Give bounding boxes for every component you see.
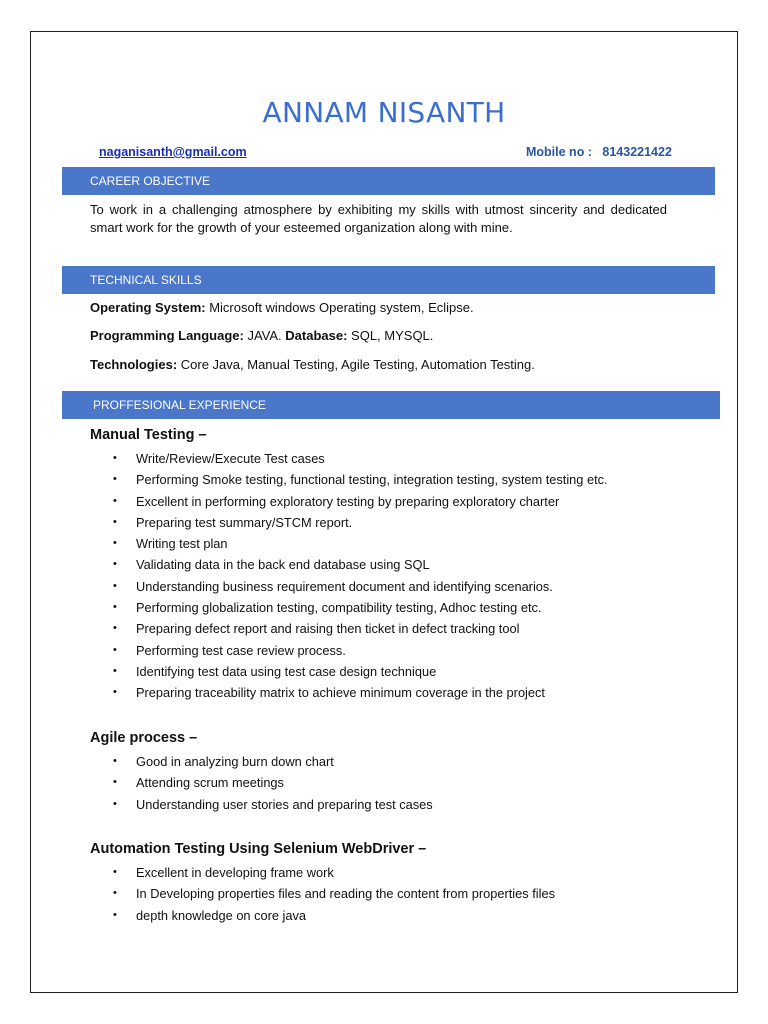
list-item: [113, 448, 608, 469]
list-item: [113, 661, 608, 682]
list-item-text: Identifying test data using test case design technique: [136, 663, 437, 679]
list-item: [113, 533, 608, 554]
bullet-icon: •: [113, 494, 117, 507]
list-item-text: Excellent in developing frame work: [136, 865, 334, 880]
list-item-text: Good in analyzing burn down chart: [136, 754, 334, 769]
automation-testing-list: [113, 862, 555, 926]
bullet-icon: •: [113, 908, 117, 921]
bullet-icon: •: [113, 452, 117, 464]
list-item: [113, 682, 608, 703]
mobile-info: [526, 145, 672, 159]
bullet-icon: •: [113, 537, 117, 550]
career-objective-text: To work in a challenging atmosphere by exhibiting my skills with utmost sincerity and dedicated smart work for the growth of your esteemed organization along with mine.: [90, 202, 667, 235]
skill-technologies: [90, 357, 535, 372]
skill-label: Technologies:: [90, 357, 178, 372]
list-item-text: Writing test plan: [136, 536, 228, 552]
list-item: [113, 772, 433, 793]
bullet-icon: •: [113, 643, 117, 656]
agile-process-list: [113, 751, 433, 815]
list-item-text: Understanding business requirement document and identifying scenarios.: [136, 578, 553, 594]
list-item-text: Performing Smoke testing, functional testing, integration testing, system testing etc.: [136, 472, 608, 488]
list-item: [113, 469, 608, 490]
list-item: [113, 554, 608, 575]
section-header-technical-skills: TECHNICAL SKILLS: [62, 266, 715, 294]
list-item-text: Attending scrum meetings: [136, 775, 284, 791]
list-item-text: Preparing test summary/STCM report.: [136, 514, 353, 530]
skill-programming-language: [90, 328, 433, 343]
email-link[interactable]: naganisanth@gmail.com: [99, 145, 247, 159]
list-item-text: Write/Review/Execute Test cases: [136, 451, 325, 466]
section-header-professional-experience: PROFFESIONAL EXPERIENCE: [62, 391, 720, 419]
list-item: [113, 862, 555, 883]
skill-value: SQL, MYSQL.: [347, 328, 434, 343]
list-item-text: In Developing properties files and reading the content from properties files: [136, 886, 555, 902]
list-item: [113, 640, 608, 661]
bullet-icon: •: [113, 755, 117, 767]
bullet-icon: •: [113, 686, 117, 699]
list-item: [113, 576, 608, 597]
subheading-manual-testing: Manual Testing –: [90, 427, 207, 443]
bullet-icon: •: [113, 776, 117, 789]
list-item: [113, 883, 555, 904]
bullet-icon: •: [113, 579, 117, 592]
skill-label: Database:: [281, 328, 348, 343]
manual-testing-list: [113, 448, 608, 704]
bullet-icon: •: [113, 473, 117, 486]
bullet-icon: •: [113, 622, 117, 635]
list-item-text: Performing test case review process.: [136, 642, 346, 658]
list-item: [113, 491, 608, 512]
bullet-icon: •: [113, 866, 117, 878]
skill-label: Programming Language:: [90, 328, 244, 343]
bullet-icon: •: [113, 887, 117, 900]
bullet-icon: •: [113, 515, 117, 528]
subheading-automation-testing: Automation Testing Using Selenium WebDriver –: [90, 841, 427, 857]
mobile-label: Mobile no :: [526, 145, 592, 159]
bullet-icon: •: [113, 601, 117, 614]
list-item-text: Validating data in the back end database using SQL: [136, 557, 430, 573]
bullet-icon: •: [113, 558, 117, 571]
skill-value: JAVA.: [243, 328, 282, 343]
list-item-text: Preparing traceability matrix to achieve minimum coverage in the project: [136, 685, 545, 701]
bullet-icon: •: [113, 797, 117, 810]
list-item-text: Understanding user stories and preparing test cases: [136, 796, 433, 812]
skill-label: Operating System:: [90, 300, 206, 315]
list-item-text: depth knowledge on core java: [136, 907, 307, 923]
list-item: [113, 597, 608, 618]
list-item-text: Performing globalization testing, compatibility testing, Adhoc testing etc.: [136, 600, 542, 616]
list-item-text: Excellent in performing exploratory testing by preparing exploratory charter: [136, 493, 560, 509]
list-item: [113, 512, 608, 533]
list-item-text: Preparing defect report and raising then ticket in defect tracking tool: [136, 621, 520, 637]
list-item: [113, 905, 555, 926]
list-item: [113, 618, 608, 639]
list-item: [113, 794, 433, 815]
skill-value: Core Java, Manual Testing, Agile Testing, Automation Testing.: [177, 357, 535, 372]
list-item: [113, 751, 433, 772]
mobile-number: 8143221422: [602, 145, 672, 159]
skill-value: Microsoft windows Operating system, Eclipse.: [205, 300, 474, 315]
subheading-agile-process: Agile process –: [90, 730, 198, 746]
skill-operating-system: [90, 300, 474, 315]
candidate-name: ANNAM NISANTH: [262, 96, 506, 129]
bullet-icon: •: [113, 664, 117, 677]
section-header-career-objective: CAREER OBJECTIVE: [62, 167, 715, 195]
